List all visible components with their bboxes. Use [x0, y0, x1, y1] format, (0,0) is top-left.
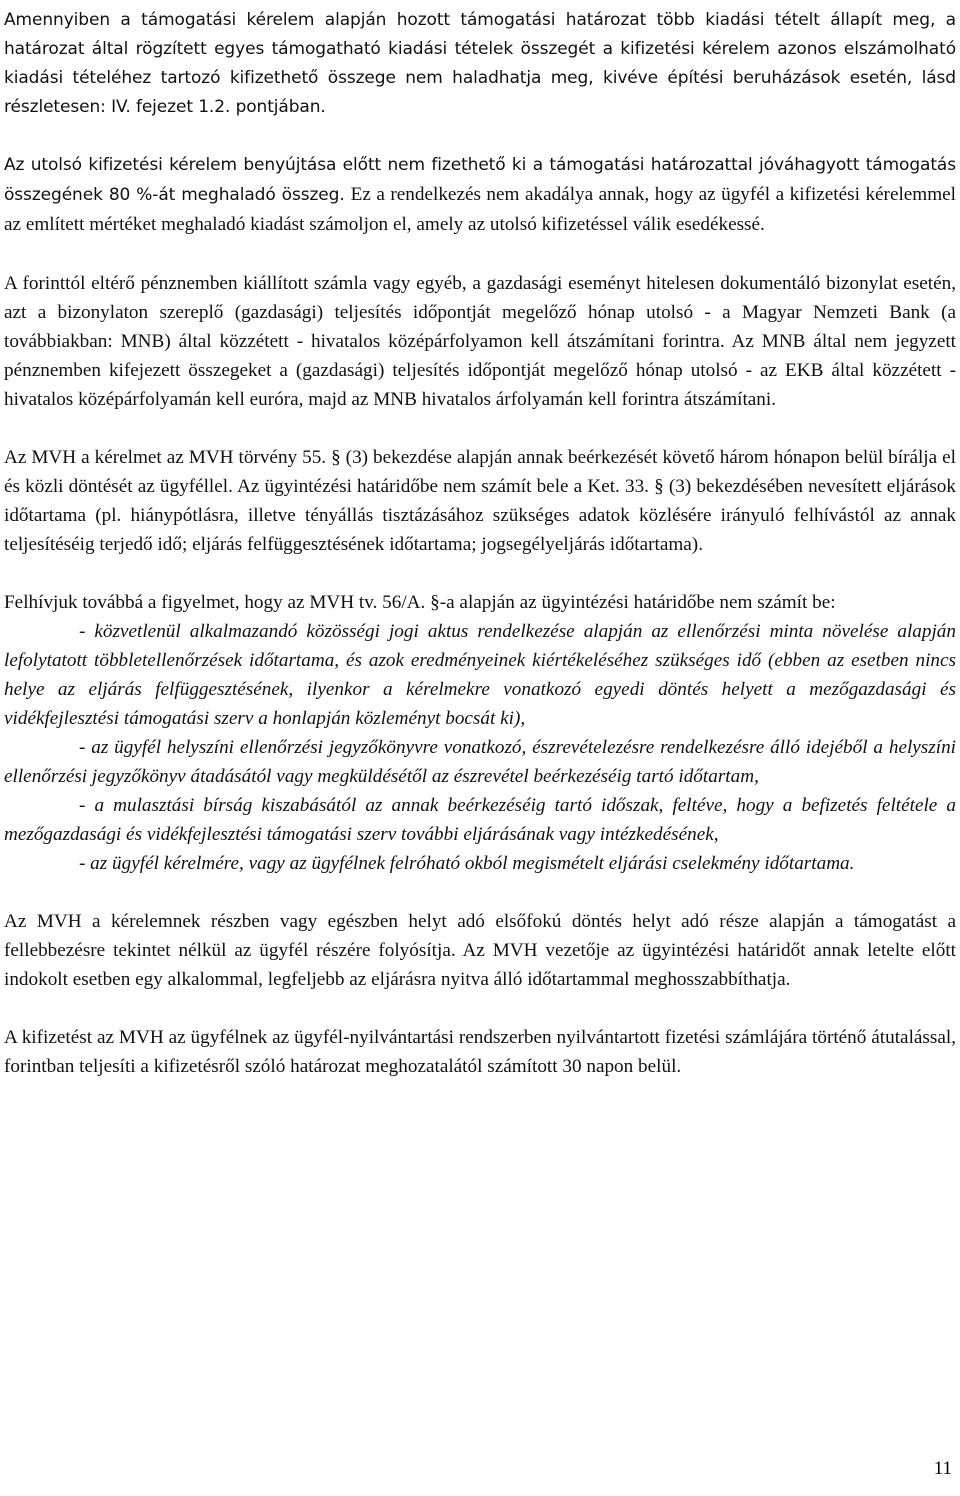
paragraph-intro: Amennyiben a támogatási kérelem alapján hozott támogatási határozat több kiadási tételt állapít meg, a határozat által rögzített egyes támogatható kiadási tételek összegét a kifizetési kérelem azonos elszámolható kiadási tételéhez tartozó kifizethető összege nem haladhatja meg, kivéve építési beruházások esetén, lásd részletesen: IV. fejezet 1.2. pontjában. — [4, 10, 956, 117]
list-item-text: - közvetlenül alkalmazandó közösségi jogi aktus rendelkezése alapján az ellenőrzési minta növelése alapján lefolytatott többletellenőrzések időtartama, és azok eredményeinek kiértékeléséhez szükséges idő (ebben az esetben nincs helye az eljárás felfüggesztésének, ilyenkor a kérelmekre vonatkozó egyedi döntés helyett a mezőgazdasági és vidékfejlesztési támogatási szerv a honlapján közleményt bocsát ki), — [4, 621, 956, 729]
paragraph-last-payment — [4, 151, 956, 240]
paragraph-transfer: A kifizetést az MVH az ügyfélnek az ügyfél-nyilvántartási rendszerben nyilvántartott fizetési számlájára történő átutalással, forintban teljesíti a kifizetésről szóló határozat meghozatalától számított 30 napon belül. — [4, 1027, 956, 1077]
paragraph-attention: Felhívjuk továbbá a figyelmet, hogy az MVH tv. 56/A. §-a alapján az ügyintézési határidőbe nem számít be: — [4, 592, 836, 613]
list-item — [4, 617, 956, 733]
list-item — [4, 791, 956, 849]
paragraph-last-payment-sans: Az utolsó kifizetési kérelem benyújtása előtt nem fizethető ki a támogatási határozattal jóváhagyott támogatás összegének 80 %-át meghaladó összeg. — [4, 155, 956, 205]
paragraph-decision-deadline: Az MVH a kérelmet az MVH törvény 55. § (3) bekezdése alapján annak beérkezését követő három hónapon belül bírálja el és közli döntését az ügyféllel. Az ügyintézési határidőbe nem számít bele a Ket. 33. § (3) bekezdésében nevesített eljárások időtartama (pl. hiánypótlásra, illetve tényállás tisztázásához szükséges adatok közlésére irányuló felhívástól az annak teljesítéséig terjedő idő; eljárás felfüggesztésének időtartama; jogsegélyeljárás időtartama). — [4, 447, 956, 555]
page-number: 11 — [933, 1458, 952, 1479]
list-item-text: - a mulasztási bírság kiszabásától az annak beérkezéséig tartó időszak, feltéve, hogy a befizetés feltétele a mezőgazdasági és vidékfejlesztési támogatási szerv további eljárásának vagy intézkedésének, — [4, 795, 956, 845]
list-item-text: - az ügyfél kérelmére, vagy az ügyfélnek felróható okból megismételt eljárási cselekmény időtartama. — [79, 853, 855, 874]
list-item — [4, 849, 956, 878]
list-item-text: - az ügyfél helyszíni ellenőrzési jegyzőkönyvre vonatkozó, észrevételezésre rendelkezésre álló idejéből a helyszíni ellenőrzési jegyzőkönyv átadásától vagy megküldésétől az észrevétel beérkezéséig tartó időtartam, — [4, 737, 956, 787]
paragraph-last-payment-serif: Ez a rendelkezés nem akadálya annak, hogy az ügyfél a kifizetési kérelemmel az említett mértéket meghaladó kiadást számoljon el, amely az utolsó kifizetéssel válik esedékessé. — [4, 184, 957, 235]
paragraph-currency: A forinttól eltérő pénznemben kiállított számla vagy egyéb, a gazdasági eseményt hitelesen dokumentáló bizonylat esetén, azt a bizonylaton szereplő (gazdasági) teljesítés időpontját megelőző hónap utolsó - a Magyar Nemzeti Bank (a továbbiakban: MNB) által közzétett - hivatalos középárfolyamon kell átszámítani forintra. Az MNB által nem jegyzett pénznemben kifejezett összegeket a (gazdasági) teljesítés időpontját megelőző hónap utolsó - az EKB által közzétett - hivatalos középárfolyamán kell euróra, majd az MNB hivatalos árfolyamán kell forintra átszámítani. — [4, 273, 956, 410]
paragraph-payment-partial: Az MVH a kérelemnek részben vagy egészben helyt adó elsőfokú döntés helyt adó része alapján a támogatást a fellebbezésre tekintet nélkül az ügyfél részére folyósítja. Az MVH vezetője az ügyintézési határidőt annak letelte előtt indokolt esetben egy alkalommal, legfeljebb az eljárásra nyitva álló időtartammal meghosszabbíthatja. — [4, 911, 956, 990]
list-item — [4, 733, 956, 791]
